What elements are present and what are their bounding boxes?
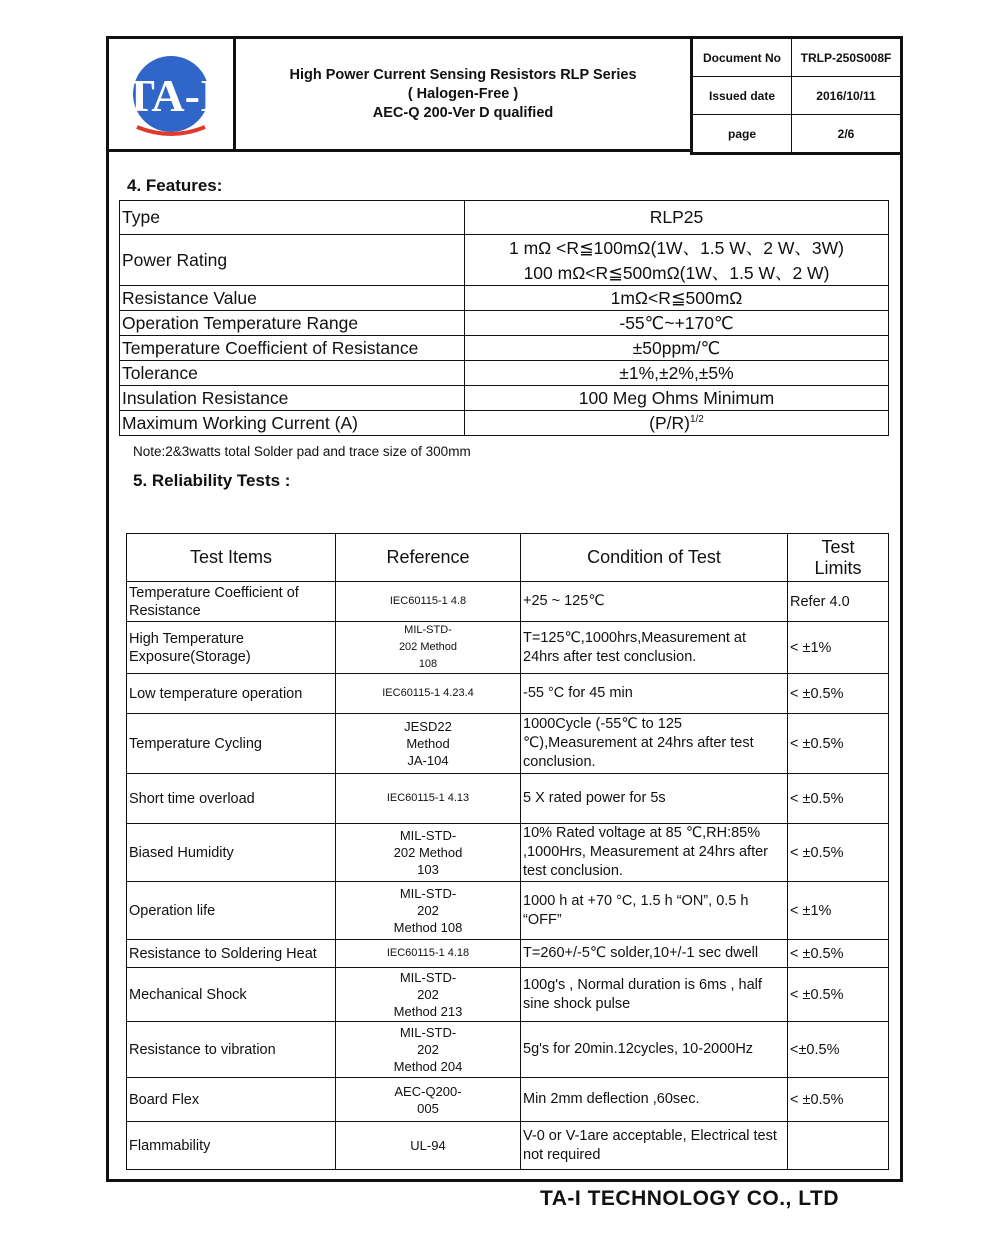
- table-row: [127, 1022, 889, 1078]
- condition: 1000 h at +70 °C, 1.5 h “ON”, 0.5 h “OFF”: [521, 882, 788, 940]
- feature-value: RLP25: [465, 201, 889, 235]
- condition: -55 °C for 45 min: [521, 674, 788, 714]
- document-meta: [690, 36, 903, 155]
- page-label: page: [692, 115, 792, 154]
- test-item: Resistance to vibration: [127, 1022, 336, 1078]
- test-limit: < ±1%: [788, 622, 889, 674]
- condition: Min 2mm deflection ,60sec.: [521, 1078, 788, 1122]
- test-limit: < ±0.5%: [788, 774, 889, 824]
- condition: 10% Rated voltage at 85 ℃,RH:85% ,1000Hrs, Measurement at 24hrs after test conclusion.: [521, 824, 788, 882]
- company-logo: [106, 36, 236, 152]
- feature-value: ±1%,±2%,±5%: [465, 361, 889, 386]
- feature-key: Tolerance: [120, 361, 465, 386]
- feature-value: [465, 235, 889, 286]
- test-limit: < ±0.5%: [788, 824, 889, 882]
- reference: UL-94: [336, 1122, 521, 1170]
- table-row: [127, 824, 889, 882]
- test-limit: Refer 4.0: [788, 582, 889, 622]
- issued-label: Issued date: [692, 77, 792, 115]
- feature-key: Type: [120, 201, 465, 235]
- table-row: [127, 674, 889, 714]
- test-limit: [788, 1122, 889, 1170]
- feature-value: -55℃~+170℃: [465, 311, 889, 336]
- feature-value: 100 Meg Ohms Minimum: [465, 386, 889, 411]
- reference: IEC60115-1 4.23.4: [336, 674, 521, 714]
- reference: MIL-STD- 202 Method 108: [336, 882, 521, 940]
- title-line-3: AEC-Q 200-Ver D qualified: [372, 104, 554, 121]
- table-row: [127, 968, 889, 1022]
- condition: T=125℃,1000hrs,Measurement at 24hrs after test conclusion.: [521, 622, 788, 674]
- test-item: Temperature Cycling: [127, 714, 336, 774]
- feature-key: Insulation Resistance: [120, 386, 465, 411]
- reference: IEC60115-1 4.18: [336, 940, 521, 968]
- condition: +25 ~ 125℃: [521, 582, 788, 622]
- feature-value: ±50ppm/℃: [465, 336, 889, 361]
- tai-logo-icon: [119, 49, 223, 139]
- issued-value: 2016/10/11: [792, 77, 902, 115]
- power-rating-line-1: 1 mΩ <R≦100mΩ(1W、1.5 W、2 W、3W): [509, 238, 844, 258]
- header-condition: Condition of Test: [521, 534, 788, 582]
- table-row: [127, 940, 889, 968]
- table-row: [127, 1078, 889, 1122]
- test-limit: < ±0.5%: [788, 968, 889, 1022]
- feature-value: [465, 411, 889, 436]
- test-item: Biased Humidity: [127, 824, 336, 882]
- test-item: Flammability: [127, 1122, 336, 1170]
- max-current-formula: (P/R): [649, 412, 690, 433]
- condition: T=260+/-5℃ solder,10+/-1 sec dwell: [521, 940, 788, 968]
- condition: V-0 or V-1are acceptable, Electrical test not required: [521, 1122, 788, 1170]
- test-item: Temperature Coefficient of Resistance: [127, 582, 336, 622]
- reliability-title: 5. Reliability Tests :: [133, 471, 291, 490]
- condition: 5g's for 20min.12cycles, 10-2000Hz: [521, 1022, 788, 1078]
- test-item: Board Flex: [127, 1078, 336, 1122]
- power-rating-line-2: 100 mΩ<R≦500mΩ(1W、1.5 W、2 W): [523, 263, 830, 283]
- table-row: [127, 622, 889, 674]
- max-current-exponent: 1/2: [689, 413, 704, 425]
- test-item: Low temperature operation: [127, 674, 336, 714]
- test-limit: < ±0.5%: [788, 940, 889, 968]
- feature-key: Resistance Value: [120, 286, 465, 311]
- feature-value: 1mΩ<R≦500mΩ: [465, 286, 889, 311]
- title-line-2: ( Halogen-Free ): [407, 85, 519, 102]
- reliability-rows: [127, 582, 889, 1170]
- test-limit: < ±0.5%: [788, 1078, 889, 1122]
- feature-key: Power Rating: [120, 235, 465, 286]
- reference: MIL-STD- 202 Method 213: [336, 968, 521, 1022]
- test-limit: <±0.5%: [788, 1022, 889, 1078]
- document-title: [233, 36, 693, 152]
- test-limit: < ±1%: [788, 882, 889, 940]
- test-item: Mechanical Shock: [127, 968, 336, 1022]
- header-test-limits: Test Limits: [788, 534, 889, 582]
- condition: 5 X rated power for 5s: [521, 774, 788, 824]
- table-row: [127, 882, 889, 940]
- doc-no-value: TRLP-250S008F: [792, 38, 902, 77]
- condition: 100g's , Normal duration is 6ms , half sine shock pulse: [521, 968, 788, 1022]
- test-limit: < ±0.5%: [788, 674, 889, 714]
- doc-no-label: Document No: [692, 38, 792, 77]
- features-table: [119, 200, 889, 436]
- feature-key: Operation Temperature Range: [120, 311, 465, 336]
- reference: JESD22 Method JA-104: [336, 714, 521, 774]
- reference: AEC-Q200- 005: [336, 1078, 521, 1122]
- reference: MIL-STD- 202 Method 103: [336, 824, 521, 882]
- table-row: [127, 1122, 889, 1170]
- condition: 1000Cycle (-55℃ to 125 ℃),Measurement at 24hrs after test conclusion.: [521, 714, 788, 774]
- reference: IEC60115-1 4.8: [336, 582, 521, 622]
- company-footer: TA-I TECHNOLOGY CO., LTD: [540, 1187, 839, 1210]
- header-test-items: Test Items: [127, 534, 336, 582]
- svg-text:TA-I: TA-I: [124, 70, 218, 121]
- test-item: Resistance to Soldering Heat: [127, 940, 336, 968]
- table-row: [127, 714, 889, 774]
- reliability-table: [126, 533, 889, 1170]
- test-item: Operation life: [127, 882, 336, 940]
- reference: MIL-STD- 202 Method 108: [336, 622, 521, 674]
- title-line-1: High Power Current Sensing Resistors RLP Series: [289, 66, 637, 83]
- table-row: [127, 774, 889, 824]
- features-note: Note:2&3watts total Solder pad and trace size of 300mm: [133, 444, 471, 459]
- reference: IEC60115-1 4.13: [336, 774, 521, 824]
- header-reference: Reference: [336, 534, 521, 582]
- test-limit: < ±0.5%: [788, 714, 889, 774]
- reference: MIL-STD- 202 Method 204: [336, 1022, 521, 1078]
- feature-key: Temperature Coefficient of Resistance: [120, 336, 465, 361]
- features-title: 4. Features:: [127, 176, 223, 195]
- feature-key: Maximum Working Current (A): [120, 411, 465, 436]
- page-value: 2/6: [792, 115, 902, 154]
- table-row: [127, 582, 889, 622]
- test-item: Short time overload: [127, 774, 336, 824]
- test-item: High Temperature Exposure(Storage): [127, 622, 336, 674]
